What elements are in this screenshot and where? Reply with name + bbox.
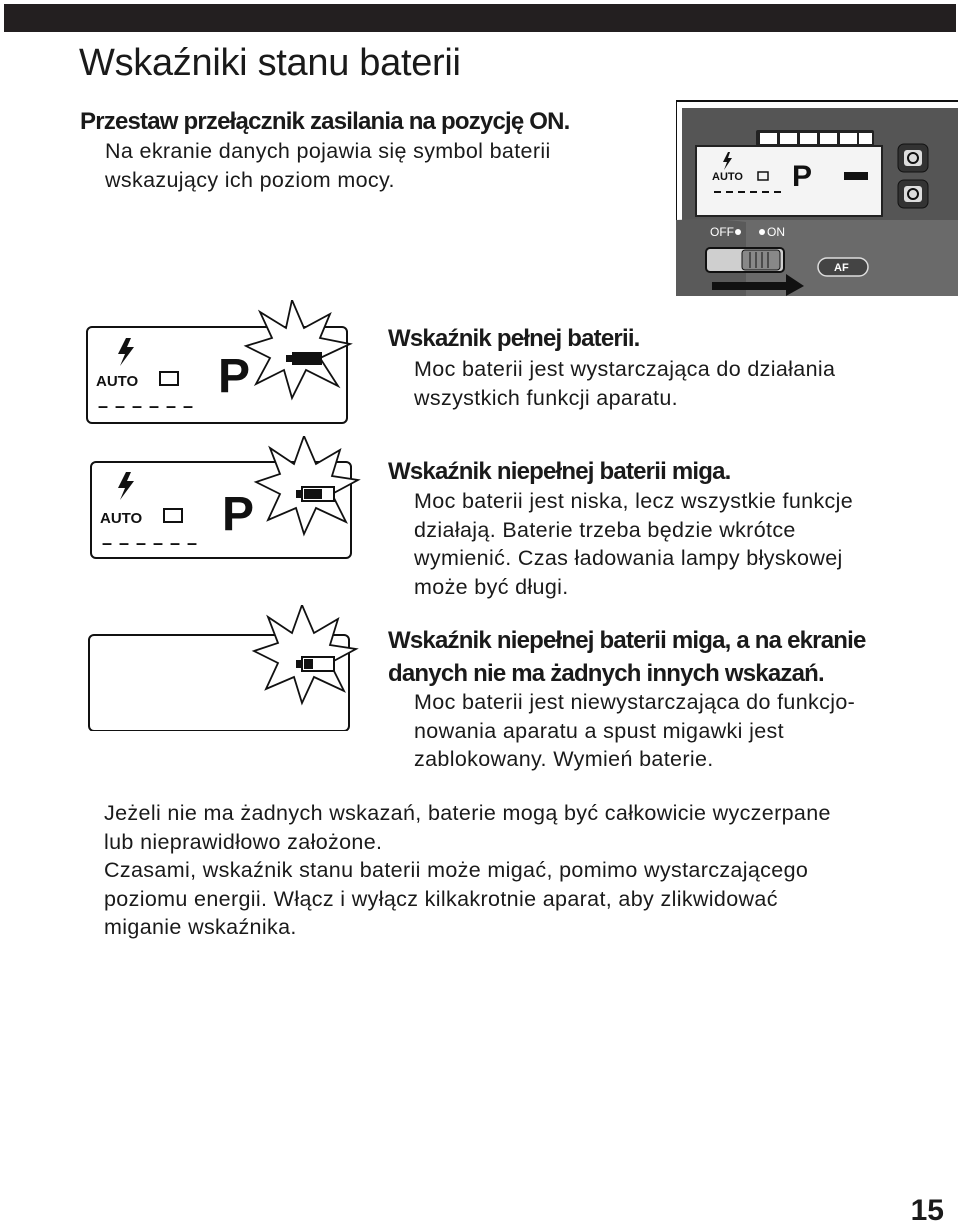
text-line: Moc baterii jest niewystarczająca do funkcjo- <box>414 690 856 714</box>
page-number: 15 <box>910 1194 944 1227</box>
indicator-text-full <box>414 355 835 412</box>
note-line: lub nieprawidłowo założone. <box>104 829 383 854</box>
battery-low-icon <box>296 657 334 671</box>
text-line: może być długi. <box>414 574 569 599</box>
lcd-partial-battery <box>76 436 366 562</box>
indicator-text-low <box>414 688 855 774</box>
camera-auto-label: AUTO <box>712 171 743 183</box>
heading-line: Wskaźnik niepełnej baterii miga, a na ekranie <box>388 627 866 654</box>
camera-power-switch-illustration <box>676 100 958 296</box>
lcd-low-battery <box>76 605 366 731</box>
lcd-mode-letter: P <box>218 350 251 403</box>
lcd-auto-label: AUTO <box>100 510 143 527</box>
indicator-heading-partial <box>388 455 731 488</box>
camera-on-label: ON <box>767 225 785 239</box>
page-title: Wskaźniki stanu baterii <box>79 42 461 84</box>
intro-line: Na ekranie danych pojawia się symbol baterii <box>105 139 551 163</box>
text-line: zablokowany. Wymień baterie. <box>414 747 714 771</box>
intro-heading: Przestaw przełącznik zasilania na pozycję ON. <box>80 108 570 135</box>
note-line: Czasami, wskaźnik stanu baterii może migać, pomimo wystarczającego <box>104 858 809 882</box>
text-line: Moc baterii jest wystarczająca do działania <box>414 357 836 381</box>
note-line: poziomu energii. Włącz i wyłącz kilkakrotnie aparat, aby zlikwidować <box>104 886 778 911</box>
note-line: Jeżeli nie ma żadnych wskazań, baterie mogą być całkowicie wyczerpane <box>104 801 831 825</box>
lcd-dashes: – – – – – – <box>98 396 195 416</box>
camera-off-label: OFF <box>710 225 734 239</box>
heading-line: danych nie ma żadnych innych wskazań. <box>388 660 824 687</box>
text-line: nowania aparatu a spust migawki jest <box>414 718 784 743</box>
intro-line: wskazujący ich poziom mocy. <box>105 167 395 192</box>
indicator-text-partial <box>414 487 853 601</box>
heading-line: Wskaźnik niepełnej baterii miga. <box>388 458 731 485</box>
lcd-mode-letter: P <box>222 488 255 541</box>
note-line: miganie wskaźnika. <box>104 915 297 939</box>
text-line: wymienić. Czas ładowania lampy błyskowej <box>414 546 843 570</box>
camera-mode-letter: P <box>792 160 813 193</box>
intro-text <box>105 137 551 194</box>
text-line: Moc baterii jest niska, lecz wszystkie funkcje <box>414 489 854 513</box>
battery-partial-icon <box>296 487 334 501</box>
lcd-full-battery <box>76 300 366 426</box>
lcd-dashes: – – – – – – <box>102 533 199 553</box>
header-bar <box>4 4 956 32</box>
lcd-auto-label: AUTO <box>96 373 139 390</box>
heading-line: Wskaźnik pełnej baterii. <box>388 325 640 352</box>
text-line: działają. Baterie trzeba będzie wkrótce <box>414 517 796 542</box>
indicator-heading-full <box>388 322 640 355</box>
indicator-heading-low <box>388 624 866 690</box>
camera-af-label: AF <box>834 262 849 274</box>
notes <box>104 799 831 942</box>
text-line: wszystkich funkcji aparatu. <box>414 385 678 410</box>
